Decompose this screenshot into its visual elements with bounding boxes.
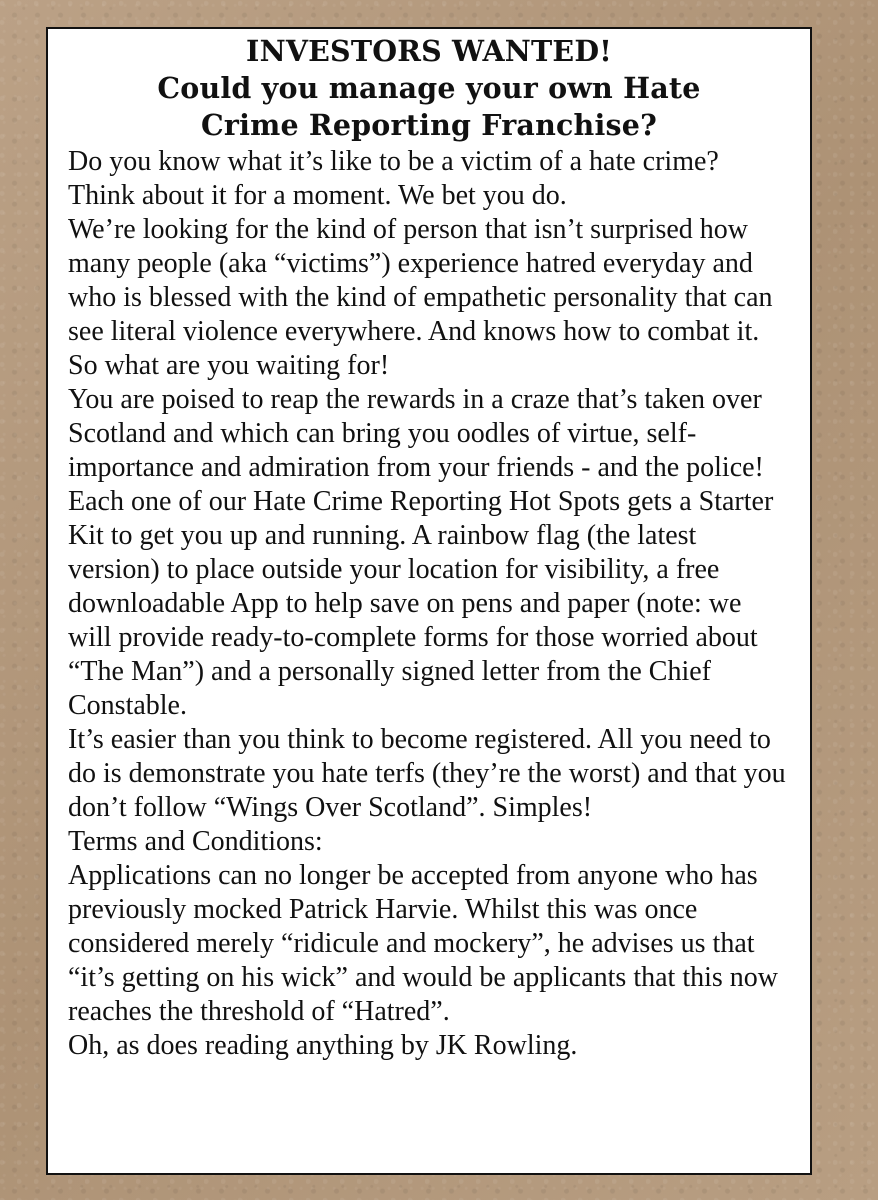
paragraph-looking-for: We’re looking for the kind of person that isn’t surprised how many people (aka “victims”) experience hatred everyday and who is blessed with the kind of empathetic personality that can see literal violence everywhere. And knows how to combat it. [68,214,773,347]
terms-heading: Terms and Conditions: [68,826,323,857]
headline-line-1: INVESTORS WANTED! [246,34,612,68]
paragraph-starter-kit: Each one of our Hate Crime Reporting Hot Spots gets a Starter Kit to get you up and running. A rainbow flag (the latest version) to place outside your location for visibility, a free downloadable App to help save on pens and paper (note: we will provide ready-to-complete forms for those worried about “The Man”) and a personally signed letter from the Chief Constable. [68,486,774,721]
headline-line-3: Crime Reporting Franchise? [201,108,657,142]
paragraph-waiting: So what are you waiting for! [68,350,390,381]
paragraph-intro: Do you know what it’s like to be a victim of a hate crime? Think about it for a moment. We bet you do. [68,146,719,211]
headline [68,33,790,144]
paragraph-terms: Applications can no longer be accepted from anyone who has previously mocked Patrick Harvie. Whilst this was once considered merely “ridicule and mockery”, he advises us that “it’s getting on his wick” and would be applicants that this now reaches the threshold of “Hatred”. [68,860,778,1027]
headline-line-2: Could you manage your own Hate [157,71,701,105]
body-text [68,145,790,1063]
paragraph-registration: It’s easier than you think to become registered. All you need to do is demonstrate you hate terfs (they’re the worst) and that you don’t follow “Wings Over Scotland”. Simples! [68,724,786,823]
paragraph-closing: Oh, as does reading anything by JK Rowling. [68,1030,578,1061]
flyer-card [46,27,812,1175]
paragraph-rewards: You are poised to reap the rewards in a craze that’s taken over Scotland and which can bring you oodles of virtue, self-importance and admiration from your friends - and the police! [68,384,764,483]
